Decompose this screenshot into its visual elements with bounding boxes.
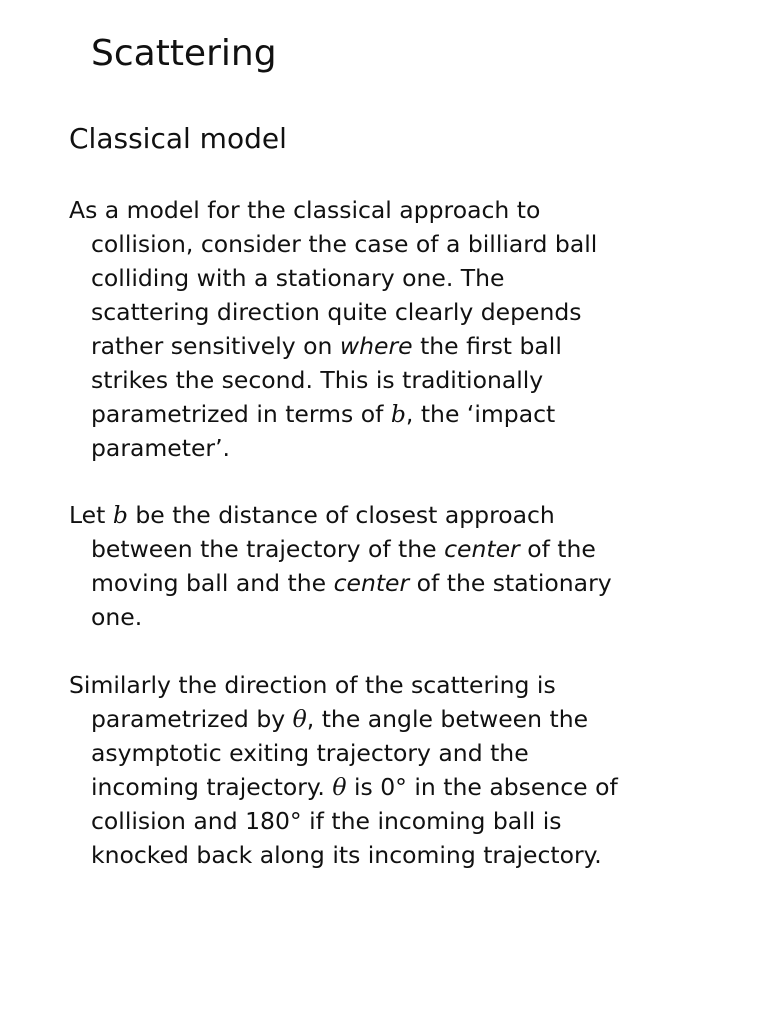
text-run: parameter’. <box>91 434 231 462</box>
text-run: Let <box>69 501 113 529</box>
text-run: , the ‘impact <box>405 400 556 428</box>
paragraph-line <box>69 193 597 227</box>
paragraph-line <box>69 702 618 736</box>
paragraph-line <box>69 431 597 465</box>
paragraph-line <box>69 363 597 397</box>
paragraph-line <box>69 329 597 363</box>
text-run: As a model for the classical approach to <box>69 196 541 224</box>
text-run: of the stationary <box>409 569 612 597</box>
paragraph-line <box>69 397 597 431</box>
emphasized-text: where <box>339 332 413 360</box>
slide-title: Scattering <box>91 33 277 74</box>
text-run: be the distance of closest approach <box>127 501 555 529</box>
text-run: the first ball <box>412 332 562 360</box>
text-run: parametrized by <box>91 705 293 733</box>
paragraph-line <box>69 498 612 532</box>
text-run: moving ball and the <box>91 569 334 597</box>
text-run: colliding with a stationary one. The <box>91 264 505 292</box>
math-symbol: θ <box>292 705 307 733</box>
text-run: one. <box>91 603 143 631</box>
text-run: asymptotic exiting trajectory and the <box>91 739 529 767</box>
text-run: knocked back along its incoming trajectory. <box>91 841 602 869</box>
paragraph-line <box>69 532 612 566</box>
math-symbol: b <box>112 501 128 529</box>
text-run: collision and 180° if the incoming ball is <box>91 807 562 835</box>
paragraph-line <box>69 261 597 295</box>
paragraph-line <box>69 668 618 702</box>
paragraph-line <box>69 804 618 838</box>
text-run: strikes the second. This is traditionally <box>91 366 544 394</box>
paragraph-line <box>69 295 597 329</box>
emphasized-text: center <box>444 535 520 563</box>
emphasized-text: center <box>333 569 410 597</box>
paragraph-line <box>69 736 618 770</box>
paragraph-scattering-angle <box>69 668 618 872</box>
paragraph-line <box>69 600 612 634</box>
section-heading: Classical model <box>69 122 287 155</box>
paragraph-line <box>69 838 618 872</box>
paragraph-closest-approach <box>69 498 612 634</box>
text-run: is 0° in the absence of <box>346 773 618 801</box>
paragraph-line <box>69 770 618 804</box>
text-run: between the trajectory of the <box>91 535 445 563</box>
math-symbol: b <box>390 400 406 428</box>
text-run: rather sensitively on <box>91 332 340 360</box>
text-run: , the angle between the <box>306 705 589 733</box>
text-run: scattering direction quite clearly depends <box>91 298 582 326</box>
paragraph-line <box>69 566 612 600</box>
paragraph-line <box>69 227 597 261</box>
text-run: parametrized in terms of <box>91 400 391 428</box>
paragraph-impact-parameter <box>69 193 597 465</box>
math-symbol: θ <box>332 773 347 801</box>
text-run: incoming trajectory. <box>91 773 333 801</box>
text-run: of the <box>519 535 596 563</box>
text-run: Similarly the direction of the scattering is <box>69 671 556 699</box>
text-run: collision, consider the case of a billiard ball <box>91 230 598 258</box>
